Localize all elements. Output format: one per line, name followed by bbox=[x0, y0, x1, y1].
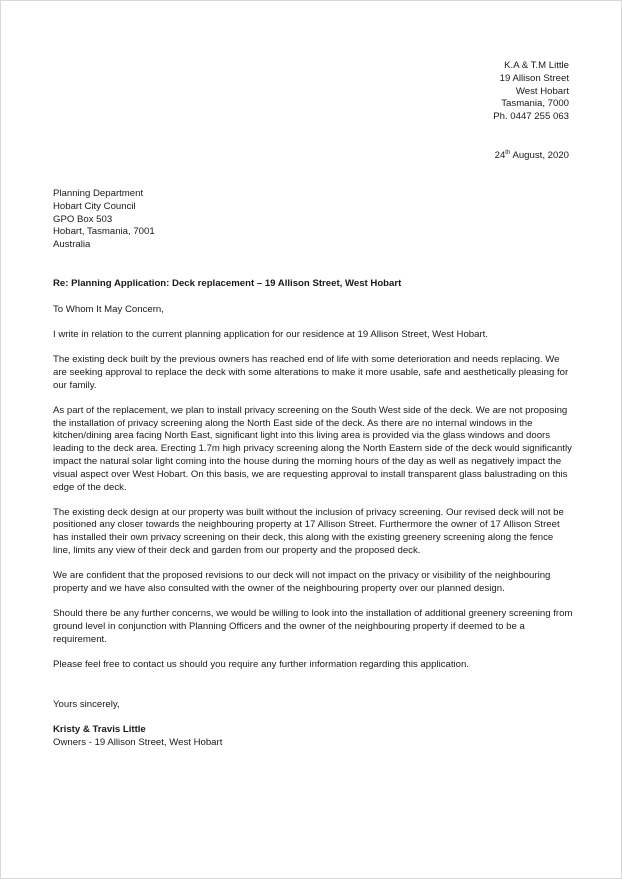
recipient-country: Australia bbox=[53, 239, 91, 251]
sender-street: 19 Allison Street bbox=[499, 72, 569, 84]
sender-phone: Ph. 0447 255 063 bbox=[493, 111, 569, 123]
date-day-suffix: th bbox=[505, 149, 511, 156]
sender-suburb: West Hobart bbox=[515, 85, 569, 97]
signer-name: Kristy & Travis Little bbox=[53, 724, 146, 735]
sender-address-block bbox=[493, 60, 569, 124]
signature-block bbox=[53, 724, 222, 750]
date-day: 24 bbox=[494, 150, 506, 161]
sender-state-postcode: Tasmania, 7000 bbox=[501, 98, 569, 110]
closing-phrase: Yours sincerely, bbox=[53, 699, 120, 710]
body-paragraph: I write in relation to the current planning application for our residence at 19 Allison Street, West Hobart. bbox=[53, 329, 488, 340]
sender-name: K.A & T.M Little bbox=[504, 60, 569, 71]
recipient-address-block bbox=[53, 188, 155, 252]
subject-line: Re: Planning Application: Deck replacement – 19 Allison Street, West Hobart bbox=[53, 278, 402, 289]
body-paragraph: Please feel free to contact us should you require any further information regarding this application. bbox=[53, 658, 469, 670]
recipient-department: Planning Department bbox=[53, 188, 144, 199]
recipient-po-box: GPO Box 503 bbox=[53, 213, 113, 225]
body-paragraph: The existing deck design at our property was built without the inclusion of privacy screening. Our revised deck will not be positioned any closer towards the neighbouring property at 17 Allison Street. Furthermore the owner of 17 Allison Street has installed their own privacy screening on their deck, this along with the existing greenery screening along the fence line, limits any view of their deck and garden from our property and the proposed deck. bbox=[53, 506, 564, 557]
salutation: To Whom It May Concern, bbox=[53, 304, 164, 315]
body-paragraph: Should there be any further concerns, we would be willing to look into the installation of additional greenery screening from ground level in conjunction with Planning Officers and the owner of the neighbouring property if deemed to be a requirement. bbox=[53, 608, 573, 645]
date-month-year: August, 2020 bbox=[510, 150, 569, 161]
letter-date bbox=[495, 150, 569, 163]
body-paragraph: We are confident that the proposed revisions to our deck will not impact on the privacy or visibility of the neighbouring property and we have also consulted with the owner of the neighbouring property over our planned design. bbox=[53, 570, 551, 594]
letter-body bbox=[53, 329, 573, 684]
body-paragraph: As part of the replacement, we plan to install privacy screening on the South West side of the deck. We are not proposing the installation of privacy screening along the North East side of the deck. As there are no internal windows in the kitchen/dining area facing North East, significant light into this living area is provided via the glass windows and doors leading to the deck area. Erecting 1.7m high privacy screening along the North Eastern side of the deck would significantly impact the natural solar light coming into the house during the morning hours of the day as well as negatively impact the visual aspect over West Hobart. On this basis, we are requesting approval to install transparent glass balustrading on this edge of the deck. bbox=[53, 404, 572, 493]
recipient-council: Hobart City Council bbox=[53, 200, 136, 212]
recipient-city-postcode: Hobart, Tasmania, 7001 bbox=[53, 226, 155, 238]
signer-role: Owners - 19 Allison Street, West Hobart bbox=[53, 736, 223, 748]
body-paragraph: The existing deck built by the previous owners has reached end of life with some deterioration and needs replacing. We are seeking approval to replace the deck with some alterations to make it more usable, safe and aesthetically pleasing for our family. bbox=[53, 354, 569, 391]
